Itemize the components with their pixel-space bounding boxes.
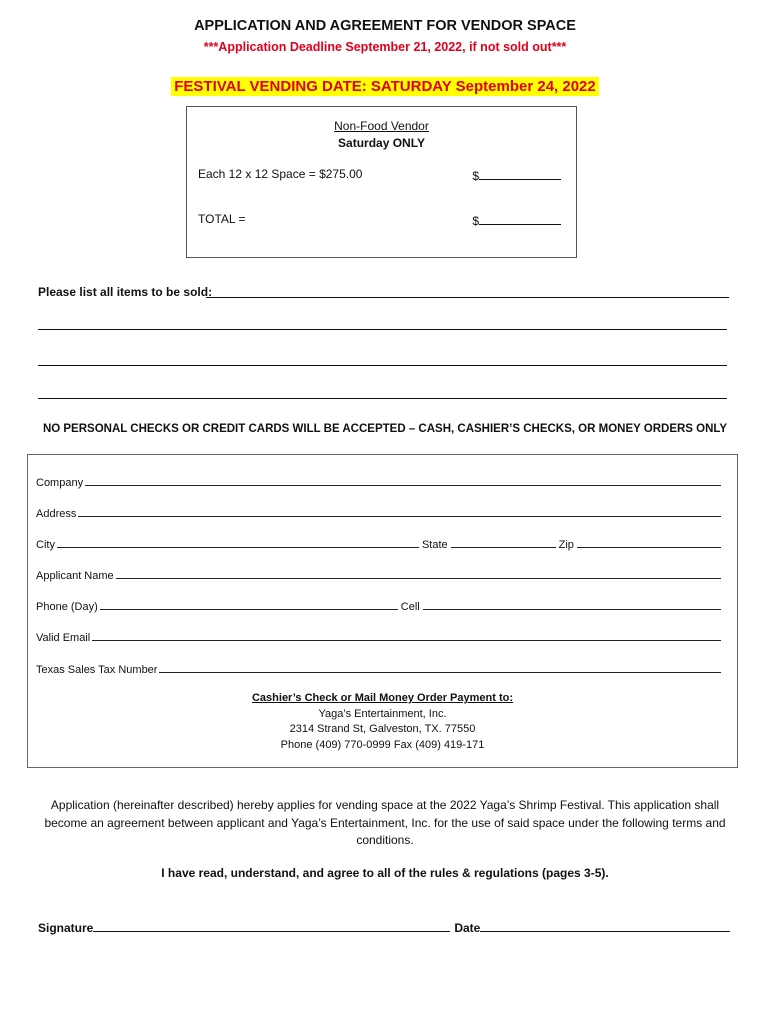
vendor-day: Saturday ONLY — [338, 136, 425, 150]
vendor-info-box — [27, 454, 738, 768]
payment-notice: NO PERSONAL CHECKS OR CREDIT CARDS WILL BE ACCEPTED – CASH, CASHIER’S CHECKS, OR MONEY ORDERS ONLY — [42, 423, 728, 435]
email-row — [36, 628, 721, 644]
address-label: Address — [36, 508, 77, 520]
total-label: TOTAL = — [198, 212, 246, 226]
space-price-label: Each 12 x 12 Space = $275.00 — [198, 167, 363, 181]
applicant-name-label: Applicant Name — [36, 570, 114, 582]
state-input[interactable] — [451, 546, 556, 548]
items-line-4[interactable] — [38, 398, 727, 399]
valid-email-label: Valid Email — [36, 632, 91, 644]
currency-symbol: $ — [472, 169, 479, 183]
acknowledgement-text: I have read, understand, and agree to all of the rules & regulations (pages 3-5). — [161, 866, 609, 880]
payee-name: Yaga’s Entertainment, Inc. — [318, 707, 447, 720]
tax-number-label: Texas Sales Tax Number — [36, 664, 158, 676]
tax-number-row — [36, 660, 721, 676]
valid-email-input[interactable] — [92, 639, 721, 641]
phone-day-label: Phone (Day) — [36, 601, 98, 613]
zip-label: Zip — [558, 539, 574, 551]
application-deadline: ***Application Deadline September 21, 2022, if not sold out*** — [203, 40, 567, 54]
payment-instructions — [28, 691, 737, 753]
date-label: Date — [454, 921, 481, 935]
price-box — [186, 106, 577, 258]
items-line-1[interactable] — [206, 297, 729, 298]
total-row — [198, 212, 561, 228]
phone-day-input[interactable] — [100, 608, 398, 610]
signature-row — [38, 919, 730, 935]
city-label: City — [36, 539, 55, 551]
address-input[interactable] — [78, 515, 721, 517]
currency-symbol: $ — [472, 214, 479, 228]
state-label: State — [421, 539, 448, 551]
space-price-field[interactable] — [472, 167, 561, 183]
company-field-row — [36, 473, 721, 489]
document-title: APPLICATION AND AGREEMENT FOR VENDOR SPACE — [194, 18, 576, 34]
cell-input[interactable] — [423, 608, 721, 610]
address-field-row — [36, 504, 721, 520]
city-state-zip-row — [36, 535, 721, 551]
total-field[interactable] — [472, 212, 561, 228]
space-price-row — [198, 167, 561, 183]
payment-heading: Cashier’s Check or Mail Money Order Payment to: — [251, 692, 514, 704]
payee-address: 2314 Strand St, Galveston, TX. 77550 — [289, 723, 476, 735]
vendor-category: Non-Food Vendor — [334, 119, 429, 133]
signature-label: Signature — [38, 921, 94, 935]
items-to-sell-label: Please list all items to be sold: — [38, 285, 213, 299]
festival-date-banner — [0, 77, 770, 96]
tax-number-input[interactable] — [159, 671, 721, 673]
company-input[interactable] — [85, 484, 721, 486]
date-input[interactable] — [480, 930, 730, 932]
items-line-3[interactable] — [38, 365, 727, 366]
city-input[interactable] — [57, 546, 419, 548]
payee-phone: Phone (409) 770-0999 Fax (409) 419-171 — [280, 738, 485, 751]
applicant-name-row — [36, 566, 721, 582]
company-label: Company — [36, 477, 84, 489]
phone-cell-row — [36, 597, 721, 613]
signature-input[interactable] — [93, 930, 450, 932]
zip-input[interactable] — [577, 546, 721, 548]
cell-label: Cell — [400, 601, 420, 613]
items-line-2[interactable] — [38, 329, 727, 330]
agreement-paragraph: Application (hereinafter described) hereby applies for vending space at the 2022 Yaga’s Shrimp Festival. This application shall become an agreement between applicant and Yaga’s Entertainment, Inc. for the use of said space under the following terms and conditions. — [44, 798, 726, 847]
applicant-name-input[interactable] — [116, 577, 721, 579]
festival-date-text: FESTIVAL VENDING DATE: SATURDAY September 24, 2022 — [171, 77, 599, 96]
